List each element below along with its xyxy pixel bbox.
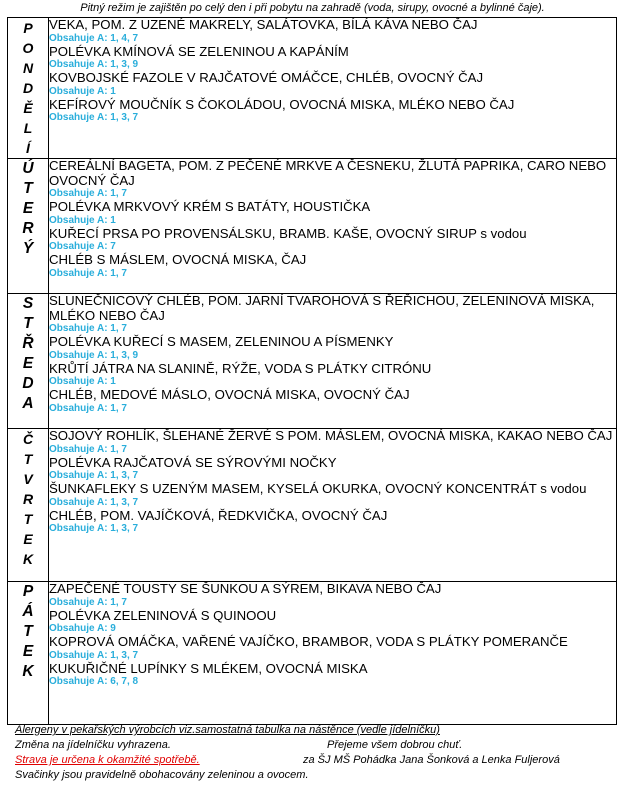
meal-dish: KOVBOJSKÉ FAZOLE V RAJČATOVÉ OMÁČCE, CHLÉB, OVOCNÝ ČAJ <box>49 70 484 86</box>
change-note: Změna na jídelníčku vyhrazena. <box>15 739 171 751</box>
meal-allergens: Obsahuje A: 1, 3, 7 <box>49 523 139 535</box>
consumption-note: Strava je určena k okamžité spotřebě. <box>15 754 200 766</box>
day-letter: T <box>23 451 33 467</box>
day-letter: R <box>22 220 34 237</box>
day-row <box>8 159 617 294</box>
meal-dish: KEFÍROVÝ MOUČNÍK S ČOKOLÁDOU, OVOCNÁ MISKA, MLÉKO NEBO ČAJ <box>49 96 515 112</box>
meal-dish: SLUNEČNICOVÝ CHLÉB, POM. JARNÍ TVAROHOVÁ S ŘEŘICHOU, ZELENINOVÁ MISKA, MLÉKO NEBO ČAJ <box>49 293 595 323</box>
day-letter: E <box>23 531 33 547</box>
meal-dish: CEREÁLNÍ BAGETA, POM. Z PEČENÉ MRKVE A ČESNEKU, ŽLUTÁ PAPRIKA, CARO NEBO OVOCNÝ ČAJ <box>49 158 607 188</box>
meal-allergens: Obsahuje A: 1, 7 <box>49 596 127 608</box>
meal-dish: POLÉVKA KMÍNOVÁ SE ZELENINOU A KAPÁNÍM <box>49 43 349 59</box>
meal-allergens: Obsahuje A: 1, 7 <box>49 188 127 200</box>
day-letter: T <box>23 180 33 197</box>
meal-allergens: Obsahuje A: 1, 4, 7 <box>49 32 139 44</box>
day-meals-cell <box>49 159 617 294</box>
meal-dish: POLÉVKA RAJČATOVÁ SE SÝROVÝMI NOČKY <box>49 454 337 470</box>
day-letter: E <box>22 643 34 660</box>
day-letter: P <box>23 20 33 36</box>
meal-allergens: Obsahuje A: 6, 7, 8 <box>49 676 139 688</box>
day-row <box>8 18 617 159</box>
day-letter: T <box>23 315 33 332</box>
day-letter: Ě <box>23 100 33 116</box>
day-letter: T <box>23 623 33 640</box>
day-name-cell <box>8 159 49 294</box>
meal-dish: KUKUŘIČNÉ LUPÍNKY S MLÉKEM, OVOCNÁ MISKA <box>49 660 368 676</box>
meal-allergens: Obsahuje A: 1 <box>49 214 116 226</box>
signature: za ŠJ MŠ Pohádka Jana Šonková a Lenka Fuljerová <box>303 754 560 766</box>
day-letter: Ú <box>22 160 34 177</box>
day-name-cell <box>8 582 49 725</box>
meal-dish: VEKA, POM. Z UZENÉ MAKRELY, SALÁTOVKA, BÍLÁ KÁVA NEBO ČAJ <box>49 17 478 32</box>
day-row <box>8 429 617 582</box>
day-meals-cell <box>49 18 617 159</box>
day-meals-cell <box>49 294 617 429</box>
meal-allergens: Obsahuje A: 1 <box>49 85 116 97</box>
day-letter: Ř <box>22 335 34 352</box>
meal-dish: SOJOVÝ ROHLÍK, ŠLEHANÉ ŽERVÉ S POM. MÁSLEM, OVOCNÁ MISKA, KAKAO NEBO ČAJ <box>49 428 613 443</box>
meal-allergens: Obsahuje A: 1, 3, 7 <box>49 112 139 124</box>
meal-allergens: Obsahuje A: 1, 7 <box>49 267 127 279</box>
allergens-note: Alergeny v pekařských výrobcích viz.samostatná tabulka na nástěnce (vedle jídelníčku) <box>15 724 440 736</box>
drinking-regime-note: Pitný režim je zajištěn po celý den i při pobytu na zahradě (voda, sirupy, ovocné a bylinné čaje). <box>80 2 545 14</box>
meal-allergens: Obsahuje A: 1, 3, 7 <box>49 496 139 508</box>
meal-dish: POLÉVKA KUŘECÍ S MASEM, ZELENINOU A PÍSMENKY <box>49 334 394 350</box>
day-letter: Á <box>22 603 34 620</box>
meal-dish: CHLÉB, POM. VAJÍČKOVÁ, ŘEDKVIČKA, OVOCNÝ ČAJ <box>49 507 388 523</box>
day-letter: P <box>22 583 34 600</box>
meal-dish: ŠUNKAFLEKY S UZENÝM MASEM, KYSELÁ OKURKA, OVOCNÝ KONCENTRÁT s vodou <box>49 481 587 497</box>
day-letter: E <box>22 200 34 217</box>
meal-allergens: Obsahuje A: 7 <box>49 241 116 253</box>
day-letter: L <box>23 120 33 136</box>
weekly-menu-table <box>7 17 617 725</box>
day-name-cell <box>8 18 49 159</box>
meal-allergens: Obsahuje A: 1, 3, 9 <box>49 59 139 71</box>
day-letter: K <box>22 551 34 567</box>
meal-dish: CHLÉB S MÁSLEM, OVOCNÁ MISKA, ČAJ <box>49 252 307 268</box>
day-letter: D <box>22 375 34 392</box>
day-letter: R <box>22 491 34 507</box>
day-letter: Č <box>22 431 34 447</box>
day-letter: O <box>22 40 34 56</box>
meal-allergens: Obsahuje A: 1, 3, 7 <box>49 470 139 482</box>
day-meals-cell <box>49 582 617 725</box>
meal-dish: POLÉVKA ZELENINOVÁ S QUINOOU <box>49 607 277 623</box>
meal-allergens: Obsahuje A: 1, 7 <box>49 443 127 455</box>
day-letter: A <box>22 395 34 412</box>
meal-allergens: Obsahuje A: 1, 3, 9 <box>49 349 139 361</box>
meal-dish: KOPROVÁ OMÁČKA, VAŘENÉ VAJÍČKO, BRAMBOR, VODA S PLÁTKY POMERANČE <box>49 634 568 650</box>
meal-dish: KUŘECÍ PRSA PO PROVENSÁLSKU, BRAMB. KAŠE, OVOCNÝ SIRUP s vodou <box>49 225 527 241</box>
day-name-cell <box>8 429 49 582</box>
meal-dish: KRŮTÍ JÁTRA NA SLANINĚ, RÝŽE, VODA S PLÁTKY CITRÓNU <box>49 360 432 376</box>
meal-allergens: Obsahuje A: 1, 7 <box>49 323 127 335</box>
day-letter: E <box>22 355 34 372</box>
day-row <box>8 582 617 725</box>
day-row <box>8 294 617 429</box>
meal-allergens: Obsahuje A: 1, 7 <box>49 402 127 414</box>
wish-note: Přejeme všem dobrou chuť. <box>327 739 463 751</box>
meal-dish: CHLÉB, MEDOVÉ MÁSLO, OVOCNÁ MISKA, OVOCNÝ ČAJ <box>49 387 410 403</box>
day-letter: Ý <box>22 240 34 257</box>
day-letter: D <box>22 80 34 96</box>
meal-allergens: Obsahuje A: 1, 3, 7 <box>49 649 139 661</box>
meal-allergens: Obsahuje A: 1 <box>49 376 116 388</box>
day-letter: Í <box>26 140 30 156</box>
day-letter: V <box>23 471 33 487</box>
day-letter: K <box>22 663 34 680</box>
day-meals-cell <box>49 429 617 582</box>
meal-dish: ZAPEČENÉ TOUSTY SE ŠUNKOU A SÝREM, BIKAVA NEBO ČAJ <box>49 581 442 596</box>
day-letter: S <box>22 295 34 312</box>
day-name-cell <box>8 294 49 429</box>
snacks-note: Svačinky jsou pravidelně obohacovány zeleninou a ovocem. <box>15 769 309 781</box>
meal-allergens: Obsahuje A: 9 <box>49 623 116 635</box>
meal-dish: POLÉVKA MRKVOVÝ KRÉM S BATÁTY, HOUSTIČKA <box>49 199 371 215</box>
day-letter: T <box>23 511 33 527</box>
day-letter: N <box>22 60 34 76</box>
footer-notes <box>15 724 615 784</box>
